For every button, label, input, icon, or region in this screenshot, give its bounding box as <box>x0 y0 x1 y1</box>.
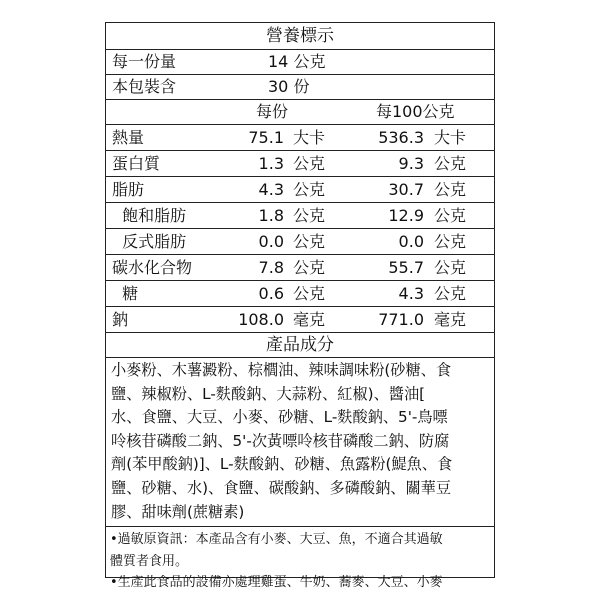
ingredients-line: 劑(苯甲酸鈉)]、L-麩酸鈉、砂糖、魚露粉(鯷魚、食 <box>111 455 453 474</box>
per-serving-unit: 公克 <box>293 284 326 303</box>
nutrient-row <box>106 229 494 255</box>
per-100g-value: 0.0 <box>398 232 424 251</box>
per-serving-value: 7.8 <box>258 258 284 277</box>
per-serving-value: 1.3 <box>258 154 284 173</box>
per-100g-value: 9.3 <box>398 154 424 173</box>
servings-per-package-label: 本包裝含 <box>112 77 177 96</box>
nutrient-name: 脂肪 <box>112 180 145 199</box>
nutrient-name: 熱量 <box>112 128 145 147</box>
per-serving-value: 1.8 <box>258 206 284 225</box>
nutrient-row <box>106 203 494 229</box>
per-serving-unit: 大卡 <box>293 128 326 147</box>
serving-size-label: 每一份量 <box>112 52 177 71</box>
per-100g-value: 4.3 <box>398 284 424 303</box>
per-serving-header: 每份 <box>256 102 289 121</box>
servings-per-package-value: 30 份 <box>268 77 310 96</box>
ingredients-line: 呤核苷磷酸二鈉、5'-次黃嘌呤核苷磷酸二鈉、防腐 <box>111 431 450 450</box>
nutrient-name: 蛋白質 <box>112 154 161 173</box>
per-serving-unit: 公克 <box>293 154 326 173</box>
serving-size-value: 14 公克 <box>268 52 326 71</box>
ingredients-title: 產品成分 <box>106 332 494 358</box>
per-100g-value: 30.7 <box>388 180 424 199</box>
per-serving-value: 75.1 <box>248 128 284 147</box>
per-100g-unit: 公克 <box>434 284 467 303</box>
nutrient-name: 糖 <box>112 284 139 303</box>
ingredients-text <box>106 358 494 527</box>
per-serving-value: 0.0 <box>258 232 284 251</box>
per-serving-unit: 公克 <box>293 232 326 251</box>
column-header-row <box>106 99 494 125</box>
allergen-note-line: 體質者食用。 <box>110 553 189 569</box>
serving-size-row <box>106 50 494 75</box>
servings-per-package-row <box>106 75 494 99</box>
per-100g-unit: 公克 <box>434 154 467 173</box>
nutrient-row <box>106 125 494 151</box>
per-100g-unit: 毫克 <box>434 310 467 329</box>
per-100g-unit: 公克 <box>434 180 467 199</box>
allergen-note-line: •生產此食品的設備亦處理雞蛋、牛奶、蕎麥、大豆、小麥 <box>110 575 443 591</box>
nutrient-row <box>106 307 494 332</box>
nutrient-row <box>106 151 494 177</box>
ingredients-line: 膠、甜味劑(蔗糖素) <box>111 502 245 521</box>
nutrition-label <box>105 22 495 591</box>
per-serving-unit: 公克 <box>293 180 326 199</box>
nutrient-name: 飽和脂肪 <box>112 206 187 225</box>
per-serving-unit: 毫克 <box>293 310 326 329</box>
nutrient-name: 反式脂肪 <box>112 232 187 251</box>
ingredients-line: 鹽、砂糖、水)、食鹽、碳酸鈉、多磷酸鈉、關華豆 <box>111 478 452 497</box>
per-100g-unit: 公克 <box>434 232 467 251</box>
nutrient-name: 碳水化合物 <box>112 258 193 277</box>
per-serving-value: 108.0 <box>238 310 284 329</box>
ingredients-line: 鹽、辣椒粉、L-麩酸鈉、大蒜粉、紅椒)、醬油[ <box>111 384 426 403</box>
nutrient-row <box>106 281 494 307</box>
ingredients-line: 水、食鹽、大豆、小麥、砂糖、L-麩酸鈉、5'-鳥嘌 <box>111 408 448 427</box>
allergen-note-line: •過敏原資訊：本產品含有小麥、大豆、魚，不適合其過敏 <box>110 532 443 548</box>
per-100g-unit: 大卡 <box>434 128 467 147</box>
nutrient-row <box>106 177 494 203</box>
per-100g-value: 55.7 <box>388 258 424 277</box>
ingredients-line: 小麥粉、木薯澱粉、棕櫚油、辣味調味粉(砂糖、食 <box>111 361 452 379</box>
allergen-notes <box>106 527 494 594</box>
per-serving-unit: 公克 <box>293 206 326 225</box>
per-100g-value: 12.9 <box>388 206 424 225</box>
per-100g-unit: 公克 <box>434 258 467 277</box>
per-100g-value: 536.3 <box>378 128 424 147</box>
per-serving-value: 4.3 <box>258 180 284 199</box>
nutrient-name: 鈉 <box>112 310 129 329</box>
per-100g-unit: 公克 <box>434 206 467 225</box>
label-title: 營養標示 <box>106 23 494 50</box>
per-100g-header: 每100公克 <box>376 102 455 121</box>
per-serving-unit: 公克 <box>293 258 326 277</box>
nutrient-table <box>106 125 494 332</box>
per-100g-value: 771.0 <box>378 310 424 329</box>
per-serving-value: 0.6 <box>258 284 284 303</box>
nutrient-row <box>106 255 494 281</box>
